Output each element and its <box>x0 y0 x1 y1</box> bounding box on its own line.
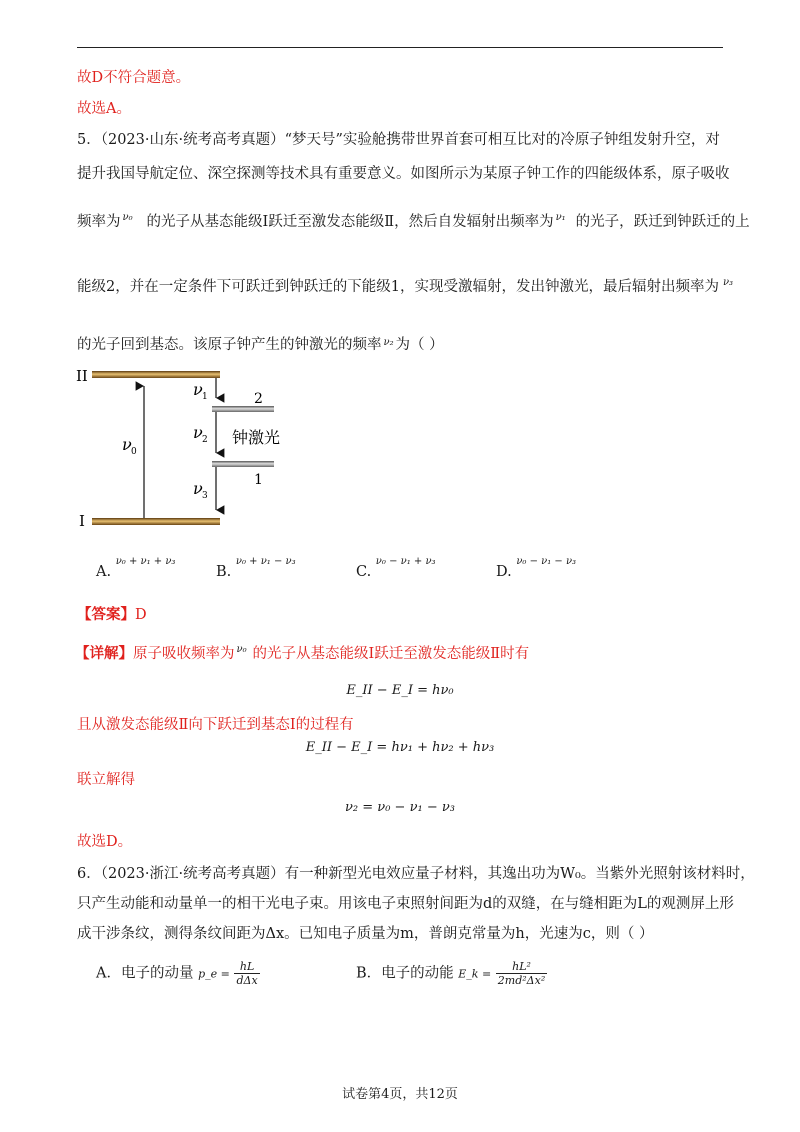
level-1-bar <box>212 461 274 467</box>
q6-option-b-num: hL² <box>496 960 547 974</box>
nu1-sub: 1 <box>202 392 208 402</box>
q5-option-c-expr: ν₀ − ν₁ + ν₃ <box>375 556 436 567</box>
nu1-label: ν <box>193 380 203 399</box>
q5-line-5a: 的光子回到基态。该原子钟产生的钟激光的频率 <box>77 337 382 353</box>
q5-line-3 <box>77 210 750 231</box>
q5-option-a-label: A. <box>96 564 112 580</box>
q6-option-b[interactable] <box>356 960 547 987</box>
q5-option-b-label: B. <box>216 564 232 580</box>
nu1-symbol: ν₁ <box>555 212 566 223</box>
prev-line-2: 故选A。 <box>77 101 131 117</box>
q6-option-a-den: dΔx <box>236 974 258 987</box>
explain-line-1b: 的光子从基态能级Ⅰ跃迁至激发态能级Ⅱ时有 <box>252 646 530 662</box>
q5-line-3c: 的光子，跃迁到钟跃迁的上 <box>575 214 750 230</box>
equation-3: ν₂ = ν₀ − ν₁ − ν₃ <box>345 800 455 815</box>
q6-option-b-fraction <box>496 960 547 987</box>
q6-line-2: 只产生动能和动量单一的相干光电子束。用该电子束照射间距为d的双缝，在与缝相距为L的观测屏上形 <box>77 896 734 912</box>
q6-option-a-num: hL <box>234 960 259 974</box>
explain-line-4: 故选D。 <box>77 834 133 850</box>
q6-option-b-lhs: E_k = <box>458 967 492 981</box>
q5-option-b-expr: ν₀ + ν₁ − ν₃ <box>235 556 296 567</box>
nu0-sub: 0 <box>131 447 137 457</box>
answer-tag: 【答案】 <box>77 606 135 623</box>
level-I-bar <box>92 518 220 525</box>
q5-line-1: 5．（2023·山东·统考高考真题）“梦天号”实验舱携带世界首套可相互比对的冷原子钟组发射升空，对 <box>77 132 720 148</box>
explain-line-3: 联立解得 <box>77 772 135 788</box>
q6-option-a-fraction <box>234 960 259 987</box>
q5-line-4a: 能级2，并在一定条件下可跃迁到钟跃迁的下能级1，实现受激辐射，发出钟激光，最后辐射出频率为 <box>77 279 719 295</box>
q5-line-5b: 为（ ） <box>395 337 444 353</box>
q6-option-a-lhs: p_e = <box>198 967 230 981</box>
level-2-bar <box>212 406 274 412</box>
q6-line-3: 成干涉条纹，测得条纹间距为Δx。已知电子质量为m，普朗克常量为h，光速为c，则（ ） <box>77 926 654 942</box>
explain-tag: 【详解】 <box>75 645 133 662</box>
equation-1: E_II − E_I = hν₀ <box>346 683 454 698</box>
nu0-label: ν <box>122 435 132 454</box>
explain-line-1 <box>75 642 529 663</box>
q5-line-2: 提升我国导航定位、深空探测等技术具有重要意义。如图所示为某原子钟工作的四能级体系，原子吸收 <box>77 166 730 182</box>
q5-line-3b: 的光子从基态能级Ⅰ跃迁至激发态能级Ⅱ，然后自发辐射出频率为 <box>146 214 554 230</box>
q5-line-3a: 频率为 <box>77 214 121 230</box>
label-level-I: I <box>79 512 85 530</box>
q5-option-d-expr: ν₀ − ν₁ − ν₃ <box>516 556 577 567</box>
level-II-bar <box>92 371 220 378</box>
nu2-symbol: ν₂ <box>383 337 394 348</box>
q5-option-d-label: D. <box>496 564 512 580</box>
nu2-label: ν <box>193 423 203 442</box>
answer-value: D <box>135 607 147 623</box>
explain-line-2: 且从激发态能级Ⅱ向下跃迁到基态Ⅰ的过程有 <box>77 717 354 733</box>
page-footer: 试卷第4页，共12页 <box>342 1087 458 1102</box>
label-level-1: 1 <box>254 472 263 488</box>
label-level-2: 2 <box>254 391 263 407</box>
q6-option-b-den: 2md²Δx² <box>497 974 546 987</box>
label-level-II: II <box>76 367 88 385</box>
header-rule <box>77 47 723 48</box>
q6-option-a-label: A．电子的动量 <box>96 965 194 982</box>
q6-option-b-label: B．电子的动能 <box>356 965 454 982</box>
q6-line-1: 6．（2023·浙江·统考高考真题）有一种新型光电效应量子材料，其逸出功为W₀。当紫外光照射该材料时， <box>77 866 755 882</box>
nu0-symbol: ν₀ <box>122 212 133 223</box>
explain-line-1a: 原子吸收频率为 <box>133 646 235 662</box>
nu3-symbol: ν₃ <box>722 277 734 288</box>
q6-option-a[interactable] <box>96 960 260 987</box>
nu3-sub: 3 <box>202 491 208 501</box>
clock-laser-label: 钟激光 <box>232 428 281 447</box>
explain-nu0: ν₀ <box>236 644 247 655</box>
equation-2: E_II − E_I = hν₁ + hν₂ + hν₃ <box>305 740 495 755</box>
q5-option-c-label: C. <box>356 564 372 580</box>
nu2-sub: 2 <box>202 435 208 445</box>
nu3-label: ν <box>193 479 203 498</box>
energy-level-diagram <box>76 366 316 536</box>
q5-line-4 <box>77 275 739 296</box>
prev-line-1: 故D不符合题意。 <box>77 70 191 86</box>
q5-line-5 <box>77 333 444 354</box>
answer-line <box>77 603 147 624</box>
q5-option-a-expr: ν₀ + ν₁ + ν₃ <box>115 556 176 567</box>
